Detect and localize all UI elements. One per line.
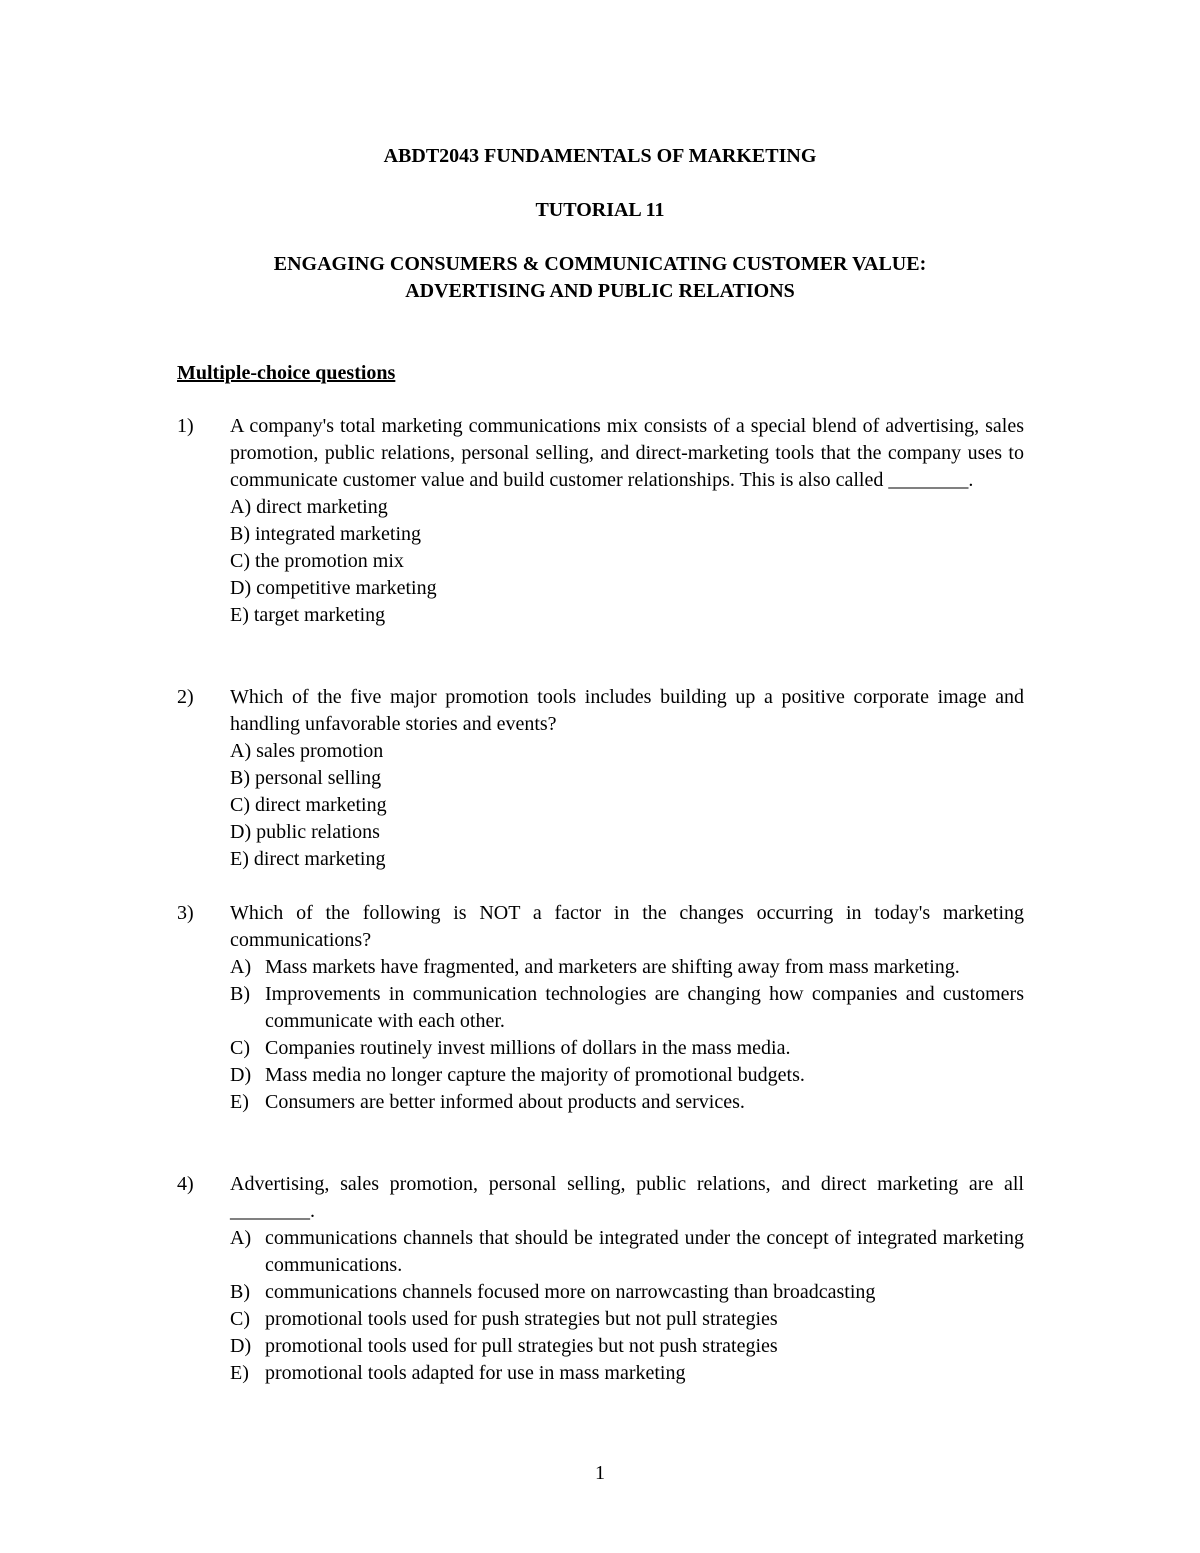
- answer-option: E) target marketing: [230, 604, 386, 626]
- option-text: promotional tools adapted for use in mass marketing: [265, 1362, 686, 1384]
- option-letter: B): [230, 1281, 250, 1303]
- question-text: Which of the following is NOT a factor in the changes occurring in today's marketing communications?: [230, 902, 1024, 951]
- option-text: communications channels focused more on narrowcasting than broadcasting: [265, 1281, 876, 1303]
- option-text: Improvements in communication technologies are changing how companies and customers communicate with each other.: [265, 983, 1024, 1032]
- answer-option: [230, 1306, 1024, 1333]
- option-text: promotional tools used for pull strategies but not push strategies: [265, 1335, 778, 1357]
- answer-option: C) the promotion mix: [230, 550, 404, 572]
- option-text: Mass markets have fragmented, and marketers are shifting away from mass marketing.: [265, 956, 960, 978]
- option-letter: B): [230, 983, 250, 1005]
- answer-option: [230, 1035, 1024, 1062]
- answer-option: A) direct marketing: [230, 496, 388, 518]
- question-2: [177, 684, 1024, 873]
- option-letter: E): [230, 1091, 249, 1113]
- option-letter: D): [230, 1335, 252, 1357]
- section-title: Multiple-choice questions: [177, 362, 396, 384]
- question-text: A company's total marketing communications mix consists of a special blend of advertising, sales promotion, public relations, personal selling, and direct-marketing tools that the company uses to communicate customer value and build customer relationships. This is also called ________.: [230, 415, 1024, 491]
- option-text: Consumers are better informed about products and services.: [265, 1091, 745, 1113]
- question-3: [177, 900, 1024, 1116]
- answer-option: D) public relations: [230, 821, 380, 843]
- question-number: 1): [177, 415, 194, 437]
- course-title: ABDT2043 FUNDAMENTALS OF MARKETING: [383, 145, 817, 167]
- answer-option: [230, 954, 1024, 981]
- answer-option: A) sales promotion: [230, 740, 384, 762]
- answer-option: [230, 1089, 1024, 1116]
- option-letter: C): [230, 1037, 250, 1059]
- tutorial-title: TUTORIAL 11: [535, 199, 665, 221]
- option-letter: D): [230, 1064, 252, 1086]
- option-text: communications channels that should be integrated under the concept of integrated marketing communications.: [265, 1227, 1024, 1276]
- answer-option: [230, 1062, 1024, 1089]
- answer-option: [230, 1225, 1024, 1279]
- option-text: promotional tools used for push strategies but not pull strategies: [265, 1308, 778, 1330]
- answer-option: [230, 1333, 1024, 1360]
- question-number: 3): [177, 902, 194, 924]
- answer-option: B) integrated marketing: [230, 523, 422, 545]
- question-number: 4): [177, 1173, 194, 1195]
- question-text: Advertising, sales promotion, personal selling, public relations, and direct marketing are all ________.: [230, 1173, 1024, 1222]
- option-letter: A): [230, 1227, 252, 1249]
- option-letter: E): [230, 1362, 249, 1384]
- answer-option: [230, 981, 1024, 1035]
- answer-option: [230, 1279, 1024, 1306]
- option-text: Mass media no longer capture the majority of promotional budgets.: [265, 1064, 805, 1086]
- question-text: Which of the five major promotion tools includes building up a positive corporate image and handling unfavorable stories and events?: [230, 686, 1024, 735]
- answer-option: D) competitive marketing: [230, 577, 437, 599]
- option-text: Companies routinely invest millions of dollars in the mass media.: [265, 1037, 791, 1059]
- answer-option: C) direct marketing: [230, 794, 387, 816]
- question-number: 2): [177, 686, 194, 708]
- answer-option: [230, 1360, 1024, 1387]
- question-4: [177, 1171, 1024, 1387]
- answer-option: B) personal selling: [230, 767, 382, 789]
- question-1: [177, 413, 1024, 629]
- option-letter: C): [230, 1308, 250, 1330]
- answer-option: E) direct marketing: [230, 848, 386, 870]
- topic-title-line-2: ADVERTISING AND PUBLIC RELATIONS: [405, 280, 795, 302]
- page-number: 1: [595, 1462, 605, 1484]
- option-letter: A): [230, 956, 252, 978]
- topic-title-line-1: ENGAGING CONSUMERS & COMMUNICATING CUSTOMER VALUE:: [273, 253, 927, 275]
